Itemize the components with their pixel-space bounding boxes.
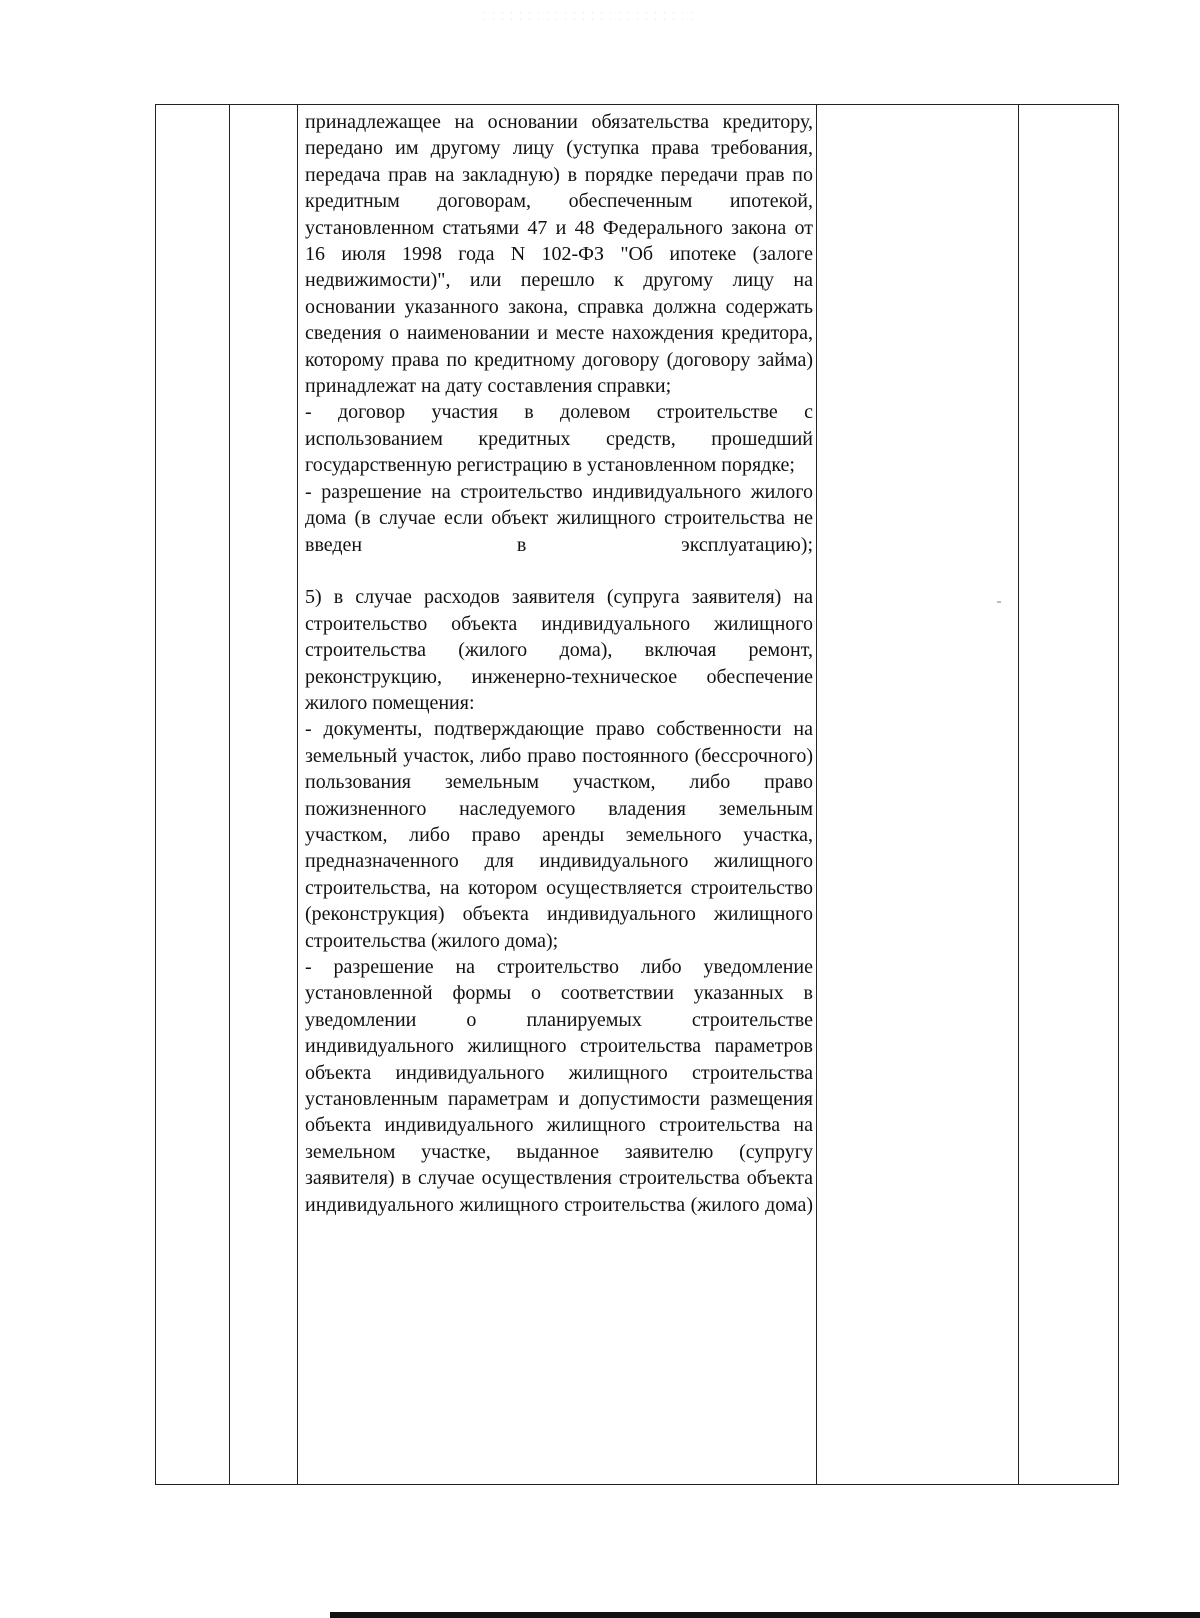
table-column-divider bbox=[1018, 105, 1019, 1484]
scan-artifact bbox=[997, 601, 1001, 603]
paragraph-construction-permit: - разрешение на строительство индивидуального жилого дома (в случае если объект жилищного строительства не введен в эксплуатацию); bbox=[305, 480, 813, 556]
paragraph-shared-construction-contract: - договор участия в долевом строительстве с использованием кредитных средств, прошедший государственную регистрацию в установленном порядке; bbox=[305, 401, 813, 477]
table-cell-text bbox=[305, 109, 813, 1218]
paragraph-permit-or-notice: - разрешение на строительство либо уведомление установленной формы о соответствии указанных в уведомлении о планируемых строительстве индивидуального жилищного строительства параметров объекта индивидуального жилищного строительства установленным параметрам и допустимости размещения объекта индивидуального жилищного строительства на земельном участке, выданное заявителю (супругу заявителя) в случае осуществления строительства объекта индивидуального жилищного строительства (жилого дома) bbox=[305, 955, 813, 1216]
scan-edge-bar bbox=[330, 1612, 1200, 1618]
paragraph-mortgage-transfer: принадлежащее на основании обязательства кредитору, передано им другому лицу (уступка права требования, передача прав на закладную) в порядке передачи прав по кредитным договорам, обеспеченным ипотекой, установленном статьями 47 и 48 Федерального закона от 16 июля 1998 года N 102-ФЗ "Об ипотеке (залоге недвижимости)", или перешло к другому лицу на основании указанного закона, справка должна содержать сведения о наименовании и месте нахождения кредитора, которому права по кредитному договору (договору займа) принадлежат на дату составления справки; bbox=[305, 111, 813, 398]
paragraph-item-5: 5) в случае расходов заявителя (супруга заявителя) на строительство объекта индивидуального жилищного строительства (жилого дома), включая ремонт, реконструкцию, инженерно-техническое обеспечение жилого помещения: bbox=[305, 586, 813, 714]
table-column-divider bbox=[229, 105, 230, 1484]
table-column-divider bbox=[816, 105, 817, 1484]
document-table bbox=[155, 104, 1119, 1485]
paragraph-spacer bbox=[305, 558, 813, 584]
table-column-divider bbox=[297, 105, 298, 1484]
paragraph-land-rights-documents: - документы, подтверждающие право собственности на земельный участок, либо право постоянного (бессрочного) пользования земельным участком, либо право пожизненного наследуемого владения земельным участком, либо право аренды земельного участка, предназначенного для индивидуального жилищного строительства, на котором осуществляется строительство (реконструкция) объекта индивидуального жилищного строительства (жилого дома); bbox=[305, 718, 813, 952]
scan-artifact bbox=[480, 10, 700, 24]
